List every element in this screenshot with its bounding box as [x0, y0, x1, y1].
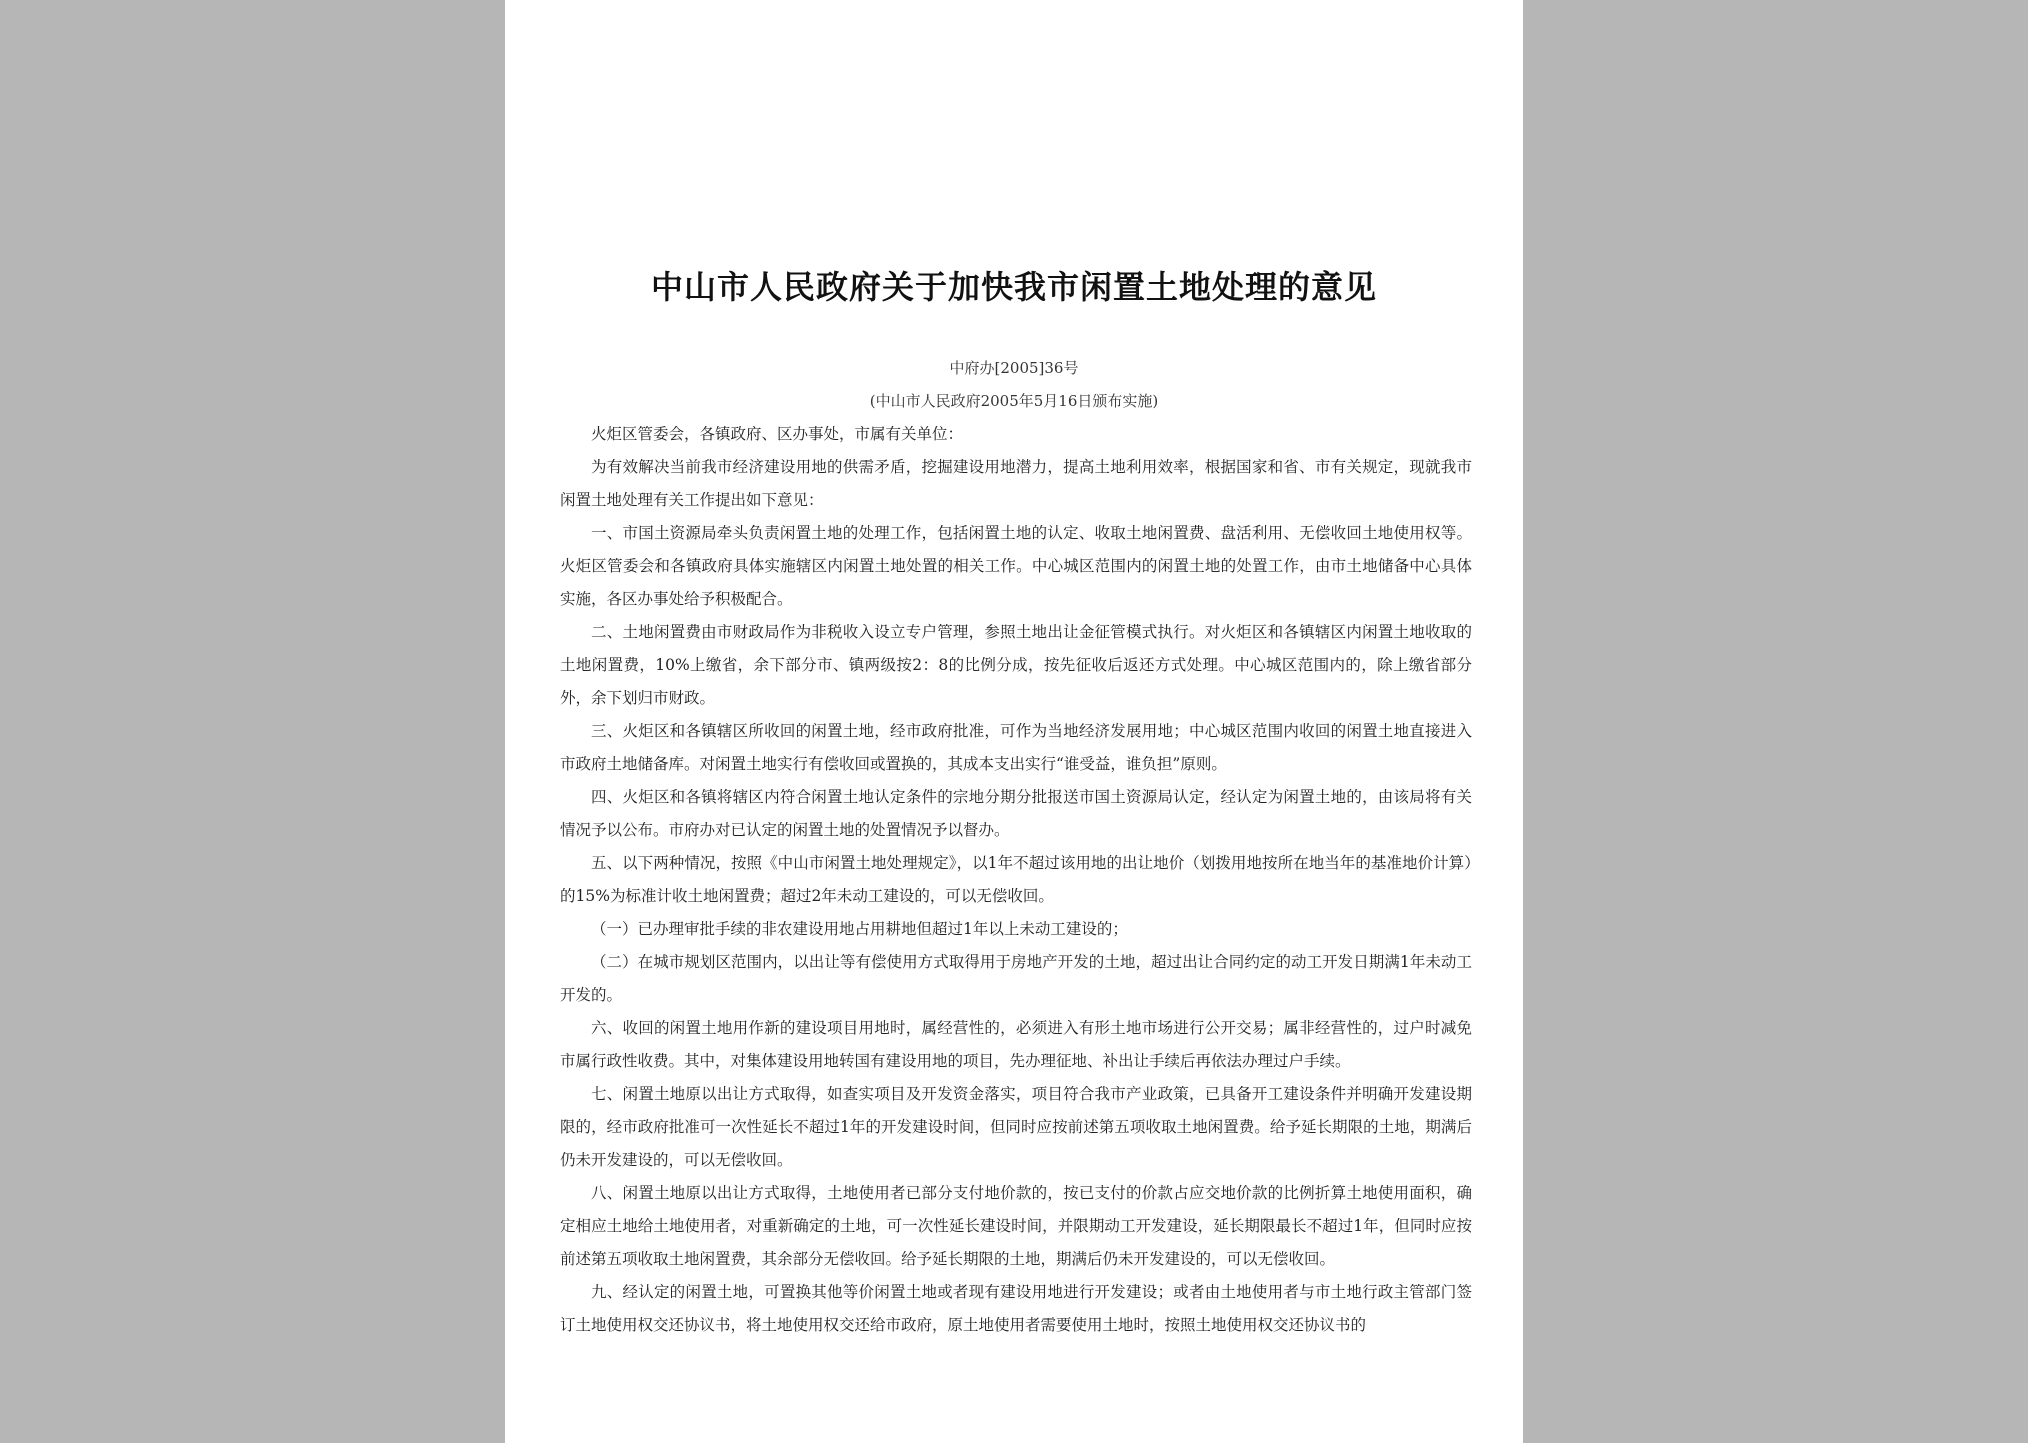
- paragraph: 三、火炬区和各镇辖区所收回的闲置土地，经市政府批准，可作为当地经济发展用地；中心城区范围内收回的闲置土地直接进入市政府土地储备库。对闲置土地实行有偿收回或置换的，其成本支出实行“谁受益，谁负担”原则。: [560, 722, 1472, 773]
- paragraph: 五、以下两种情况，按照《中山市闲置土地处理规定》，以1年不超过该用地的出让地价（划拨用地按所在地当年的基准地价计算）的15%为标准计收土地闲置费；超过2年未动工建设的，可以无偿收回。: [560, 854, 1472, 905]
- paragraph: （二）在城市规划区范围内，以出让等有偿使用方式取得用于房地产开发的土地，超过出让合同约定的动工开发日期满1年未动工开发的。: [560, 953, 1472, 1004]
- paragraph: 七、闲置土地原以出让方式取得，如查实项目及开发资金落实，项目符合我市产业政策，已具备开工建设条件并明确开发建设期限的，经市政府批准可一次性延长不超过1年的开发建设时间，但同时应按前述第五项收取土地闲置费。给予延长期限的土地，期满后仍未开发建设的，可以无偿收回。: [560, 1085, 1472, 1169]
- paragraph: （一）已办理审批手续的非农建设用地占用耕地但超过1年以上未动工建设的；: [591, 920, 1128, 938]
- paragraph: 为有效解决当前我市经济建设用地的供需矛盾，挖掘建设用地潜力，提高土地利用效率，根据国家和省、市有关规定，现就我市闲置土地处理有关工作提出如下意见：: [560, 458, 1472, 509]
- paragraph: 八、闲置土地原以出让方式取得，土地使用者已部分支付地价款的，按已支付的价款占应交地价款的比例折算土地使用面积，确定相应土地给土地使用者，对重新确定的土地，可一次性延长建设时间，并限期动工开发建设，延长期限最长不超过1年，但同时应按前述第五项收取土地闲置费，其余部分无偿收回。给予延长期限的土地，期满后仍未开发建设的，可以无偿收回。: [560, 1184, 1472, 1268]
- paragraph: 六、收回的闲置土地用作新的建设项目用地时，属经营性的，必须进入有形土地市场进行公开交易；属非经营性的，过户时减免市属行政性收费。其中，对集体建设用地转国有建设用地的项目，先办理征地、补出让手续后再依法办理过户手续。: [560, 1019, 1472, 1070]
- issued-note: (中山市人民政府2005年5月16日颁布实施): [869, 392, 1159, 410]
- paragraph: 四、火炬区和各镇将辖区内符合闲置土地认定条件的宗地分期分批报送市国土资源局认定，经认定为闲置土地的，由该局将有关情况予以公布。市府办对已认定的闲置土地的处置情况予以督办。: [560, 788, 1472, 839]
- document-body: [560, 418, 1472, 1342]
- paragraph: 一、市国土资源局牵头负责闲置土地的处理工作，包括闲置土地的认定、收取土地闲置费、盘活利用、无偿收回土地使用权等。火炬区管委会和各镇政府具体实施辖区内闲置土地处置的相关工作。中心城区范围内的闲置土地的处置工作，由市土地储备中心具体实施，各区办事处给予积极配合。: [560, 524, 1472, 608]
- salutation: 火炬区管委会，各镇政府、区办事处，市属有关单位：: [591, 425, 964, 443]
- document-page: [505, 0, 1523, 1443]
- document-number: 中府办[2005]36号: [949, 359, 1079, 377]
- document-title: 中山市人民政府关于加快我市闲置土地处理的意见: [650, 268, 1377, 306]
- paragraph: 九、经认定的闲置土地，可置换其他等价闲置土地或者现有建设用地进行开发建设；或者由土地使用者与市土地行政主管部门签订土地使用权交还协议书，将土地使用权交还给市政府，原土地使用者需要使用土地时，按照土地使用权交还协议书的: [560, 1283, 1472, 1334]
- paragraph: 二、土地闲置费由市财政局作为非税收入设立专户管理，参照土地出让金征管模式执行。对火炬区和各镇辖区内闲置土地收取的土地闲置费，10%上缴省，余下部分市、镇两级按2：8的比例分成，按先征收后返还方式处理。中心城区范围内的，除上缴省部分外，余下划归市财政。: [560, 623, 1472, 707]
